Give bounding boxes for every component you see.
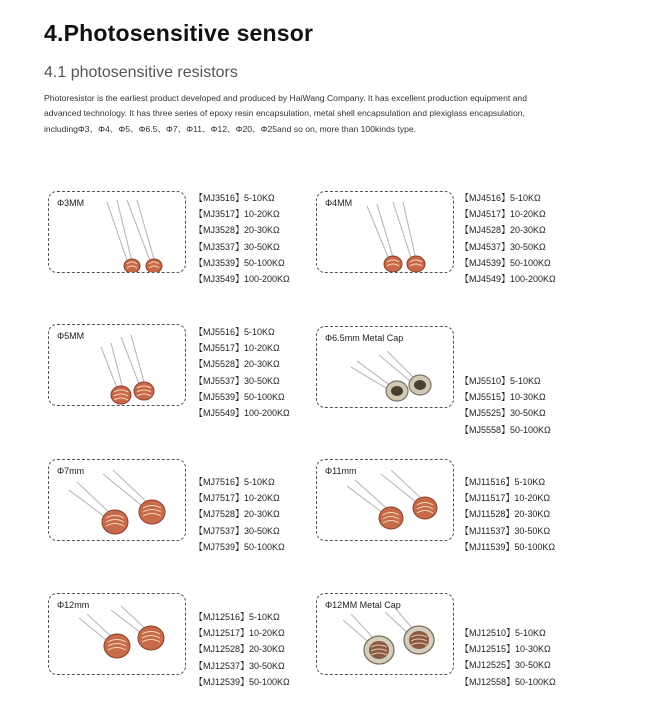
- spec-item: 【MJ12528】20-30KΩ: [194, 644, 285, 655]
- spec-item: 【MJ5549】100-200KΩ: [194, 408, 290, 419]
- spec-item: 【MJ11516】5-10KΩ: [460, 477, 546, 487]
- product-card-phi12-metal: [316, 593, 454, 675]
- spec-list-phi7: [194, 474, 285, 555]
- product-card-phi12: [48, 593, 186, 675]
- product-size-label: Φ12MM Metal Cap: [325, 600, 401, 610]
- spec-item: 【MJ12558】50-100KΩ: [460, 676, 556, 687]
- spec-item: 【MJ3517】10-20KΩ: [194, 209, 280, 220]
- spec-item: 【MJ12515】10-30KΩ: [460, 644, 551, 655]
- spec-item: 【MJ7539】50-100KΩ: [194, 541, 285, 552]
- spec-item: 【MJ11517】10-20KΩ: [460, 493, 551, 504]
- spec-item: 【MJ5510】5-10KΩ: [460, 376, 541, 386]
- spec-item: 【MJ7528】20-30KΩ: [194, 509, 280, 520]
- spec-list-phi12: [194, 609, 290, 690]
- spec-list-phi12-metal: [460, 625, 556, 690]
- spec-item: 【MJ4516】5-10KΩ: [460, 193, 541, 203]
- product-size-label: Φ3MM: [57, 198, 85, 208]
- spec-item: 【MJ5516】5-10KΩ: [194, 327, 275, 337]
- phi7-resistor-photo: [49, 460, 186, 541]
- spec-item: 【MJ3528】20-30KΩ: [194, 225, 280, 236]
- spec-item: 【MJ5517】10-20KΩ: [194, 343, 280, 354]
- product-card-phi7: [48, 459, 186, 541]
- spec-item: 【MJ12525】30-50KΩ: [460, 660, 551, 671]
- phi12-metal-cap-photo: [317, 594, 454, 675]
- spec-item: 【MJ7516】5-10KΩ: [194, 477, 275, 487]
- phi5-resistor-photo: [49, 325, 186, 406]
- spec-item: 【MJ7537】30-50KΩ: [194, 525, 280, 536]
- phi6-5-metal-cap-photo: [317, 327, 454, 408]
- spec-item: 【MJ4549】100-200KΩ: [460, 274, 556, 285]
- spec-item: 【MJ7517】10-20KΩ: [194, 493, 280, 504]
- phi4-resistor-photo: [317, 192, 454, 273]
- spec-item: 【MJ5515】10-30KΩ: [460, 392, 546, 403]
- product-card-phi3: [48, 191, 186, 273]
- spec-item: 【MJ12537】30-50KΩ: [194, 660, 285, 671]
- spec-item: 【MJ12517】10-20KΩ: [194, 628, 285, 639]
- spec-item: 【MJ12516】5-10KΩ: [194, 612, 280, 622]
- product-size-label: Φ5MM: [57, 331, 85, 341]
- page-title: 4.Photosensitive sensor: [44, 20, 314, 46]
- product-size-label: Φ11mm: [325, 466, 357, 476]
- spec-item: 【MJ4537】30-50KΩ: [460, 241, 546, 252]
- product-card-phi11: [316, 459, 454, 541]
- spec-item: 【MJ3549】100-200KΩ: [194, 274, 290, 285]
- spec-item: 【MJ12539】50-100KΩ: [194, 676, 290, 687]
- section-title: 4.1 photosensitive resistors: [44, 64, 238, 81]
- product-size-label: Φ4MM: [325, 198, 353, 208]
- spec-item: 【MJ5539】50-100KΩ: [194, 391, 285, 402]
- spec-item: 【MJ11537】30-50KΩ: [460, 525, 551, 536]
- spec-item: 【MJ5537】30-50KΩ: [194, 375, 280, 386]
- spec-item: 【MJ4539】50-100KΩ: [460, 257, 551, 268]
- spec-item: 【MJ4517】10-20KΩ: [460, 209, 546, 220]
- spec-item: 【MJ3539】50-100KΩ: [194, 257, 285, 268]
- product-size-label: Φ12mm: [57, 600, 90, 610]
- phi3-resistor-photo: [49, 192, 186, 273]
- product-card-phi5: [48, 324, 186, 406]
- spec-list-phi4: [460, 190, 556, 287]
- spec-item: 【MJ3516】5-10KΩ: [194, 193, 275, 203]
- spec-list-phi3: [194, 190, 290, 287]
- spec-list-phi11: [460, 474, 555, 555]
- product-size-label: Φ7mm: [57, 466, 85, 476]
- spec-item: 【MJ12510】5-10KΩ: [460, 628, 546, 638]
- product-card-phi4: [316, 191, 454, 273]
- spec-item: 【MJ11539】50-100KΩ: [460, 541, 556, 552]
- product-size-label: Φ6.5mm Metal Cap: [325, 333, 404, 343]
- spec-list-phi5: [194, 324, 290, 421]
- phi12-resistor-photo: [49, 594, 186, 675]
- spec-item: 【MJ5528】20-30KΩ: [194, 359, 280, 370]
- spec-list-phi6-5: [460, 373, 551, 438]
- phi11-resistor-photo: [317, 460, 454, 541]
- intro-paragraph: Photoresistor is the earliest product developed and produced by HaiWang Company. It has excellent production equipment and advanced technology. It has three series of epoxy resin encapsulation, metal shell encapsulation and plexiglass encapsulation, includingΦ3、Φ4、Φ5、Φ6.5、Φ7、Φ11、Φ12、Φ20、Φ25and so on, more than 100kinds type.: [44, 93, 527, 134]
- spec-item: 【MJ3537】30-50KΩ: [194, 241, 280, 252]
- spec-item: 【MJ11528】20-30KΩ: [460, 509, 551, 520]
- spec-item: 【MJ5525】30-50KΩ: [460, 408, 546, 419]
- product-card-phi6-5: [316, 326, 454, 408]
- spec-item: 【MJ4528】20-30KΩ: [460, 225, 546, 236]
- spec-item: 【MJ5558】50-100KΩ: [460, 424, 551, 435]
